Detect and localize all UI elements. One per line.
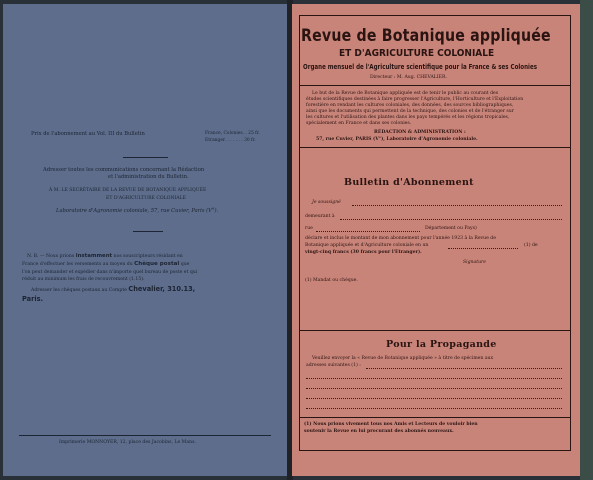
- propagande-line-2: adresses suivantes (1) :: [306, 363, 361, 368]
- signature-label: Signature: [463, 260, 486, 265]
- propagande-heading: Pour la Propagande: [386, 339, 497, 350]
- section-rule: [300, 330, 570, 331]
- bulletin-heading: Bulletin d'Abonnement: [344, 177, 474, 188]
- fill-line: [340, 219, 562, 220]
- price-france: France, Colonies. . 25 fr.: [205, 131, 260, 136]
- intro-line: spécialement en France et dans ses colonies.: [306, 121, 412, 126]
- fill-line: [366, 368, 562, 369]
- price-label: Prix de l'abonnement au Vol. III du Bulletin: [31, 131, 145, 137]
- fill-line: [306, 408, 562, 409]
- fill-line: [306, 378, 562, 379]
- form-note: (1) Mandat ou chèque.: [305, 278, 358, 283]
- form-line-5a: Botanique appliquée et d'Agriculture coloniale en un: [305, 243, 429, 248]
- nb-line-4: réduit au minimum les frais de recouvrement (1.15).: [22, 277, 145, 282]
- form-line-5b: (1) de: [524, 243, 538, 248]
- footer-rule: [300, 417, 570, 418]
- journal-title: Revue de Botanique appliquée: [301, 26, 551, 45]
- form-line-3b: Département ou Pays): [425, 226, 477, 231]
- redaction-address: 57, rue Cuvier, PARIS (V°), Laboratoire d'Agronomie coloniale.: [316, 137, 478, 142]
- fill-line: [306, 388, 562, 389]
- footer-line-1: (1) Nous prions vivement tous nos Amis et Lecteurs de vouloir bien: [304, 422, 478, 427]
- nb-line-2: France d'effectuer les versements au moyen du Chèque postal que: [22, 261, 190, 267]
- address-line-1: Adresser toutes les communications concernant la Rédaction: [43, 167, 205, 173]
- fill-line: [448, 248, 518, 249]
- secretary-line-2: ET D'AGRICULTURE COLONIALE: [106, 196, 187, 201]
- form-line-4: déclare et inclus le montant de mon abonnement pour l'année 1923 à la Revue de: [305, 236, 496, 241]
- left-page: [3, 4, 289, 476]
- right-page: [292, 4, 580, 476]
- lab-address: Laboratoire d'Agronomie coloniale, 57, rue Cuvier, Paris (V°).: [56, 208, 219, 214]
- fill-line: [306, 398, 562, 399]
- footer-rule: [19, 435, 271, 436]
- journal-organ: Organe mensuel de l'Agriculture scientifique pour la France & ses Colonies: [303, 63, 538, 71]
- header-rule: [300, 85, 570, 86]
- form-line-1: Je soussigné: [312, 200, 341, 205]
- footer-line-2: soutenir la Revue en lui procurant des abonnés nouveaux.: [304, 429, 454, 434]
- intro-line: études scientifiques destinées à faire progresser l'Agriculture, l'Horticulture et l'Exploitation: [306, 97, 524, 102]
- form-line-3a: rue: [305, 226, 313, 231]
- journal-subtitle: ET D'AGRICULTURE COLONIALE: [339, 48, 495, 59]
- intro-line: les cultures et l'utilisation des plantes dans les pays tempérés et les régions tropicales,: [306, 115, 510, 120]
- divider: [133, 231, 163, 232]
- fill-line: [316, 231, 420, 232]
- nb-line-3: l'on peut demander et expédier dans n'importe quel bureau de poste et qui: [22, 270, 198, 275]
- printer-imprint: Imprimerie MONNOYER, 12, place des Jacobins, Le Mans.: [59, 440, 196, 445]
- redaction-heading: RÉDACTION & ADMINISTRATION :: [374, 130, 466, 135]
- address-line-2: et l'administration du Bulletin.: [108, 174, 189, 180]
- propagande-line-1: Veuillez envoyer la « Revue de Botanique appliquée » à titre de spécimen aux: [312, 356, 494, 361]
- fill-line: [352, 205, 562, 206]
- divider: [123, 157, 168, 158]
- director: Directeur : M. Aug. CHEVALIER.: [370, 75, 447, 80]
- intro-line: Le but de la Revue de Botanique appliquée est de tenir le public au courant des: [312, 91, 499, 96]
- intro-line: ainsi que les documents qui permettent de la technique, des colonies et de l'étranger sur: [306, 109, 514, 114]
- secretary-line-1: À M. LE SECRÉTAIRE DE LA REVUE DE BOTANIQUE APPLIQUÉE: [49, 188, 207, 193]
- nb-line-1: N. B. — Nous prions instamment nos souscripteurs résidant en: [27, 253, 183, 259]
- price-abroad: Etranger. . . . . . . 30 fr.: [205, 138, 256, 143]
- form-line-6: vingt-cinq francs (30 francs pour l'Etranger).: [305, 250, 422, 255]
- book-edge: [580, 0, 593, 480]
- intro-line: forestière en rendant les cultures coloniales, des données, des sources bibliographiques,: [306, 103, 514, 108]
- nb-line-6: Paris.: [22, 295, 44, 303]
- section-rule: [300, 147, 570, 148]
- form-line-2: demeurant à: [305, 214, 335, 219]
- nb-line-5: Adresser les chèques postaux au Compte Chevalier, 310.13,: [31, 285, 196, 293]
